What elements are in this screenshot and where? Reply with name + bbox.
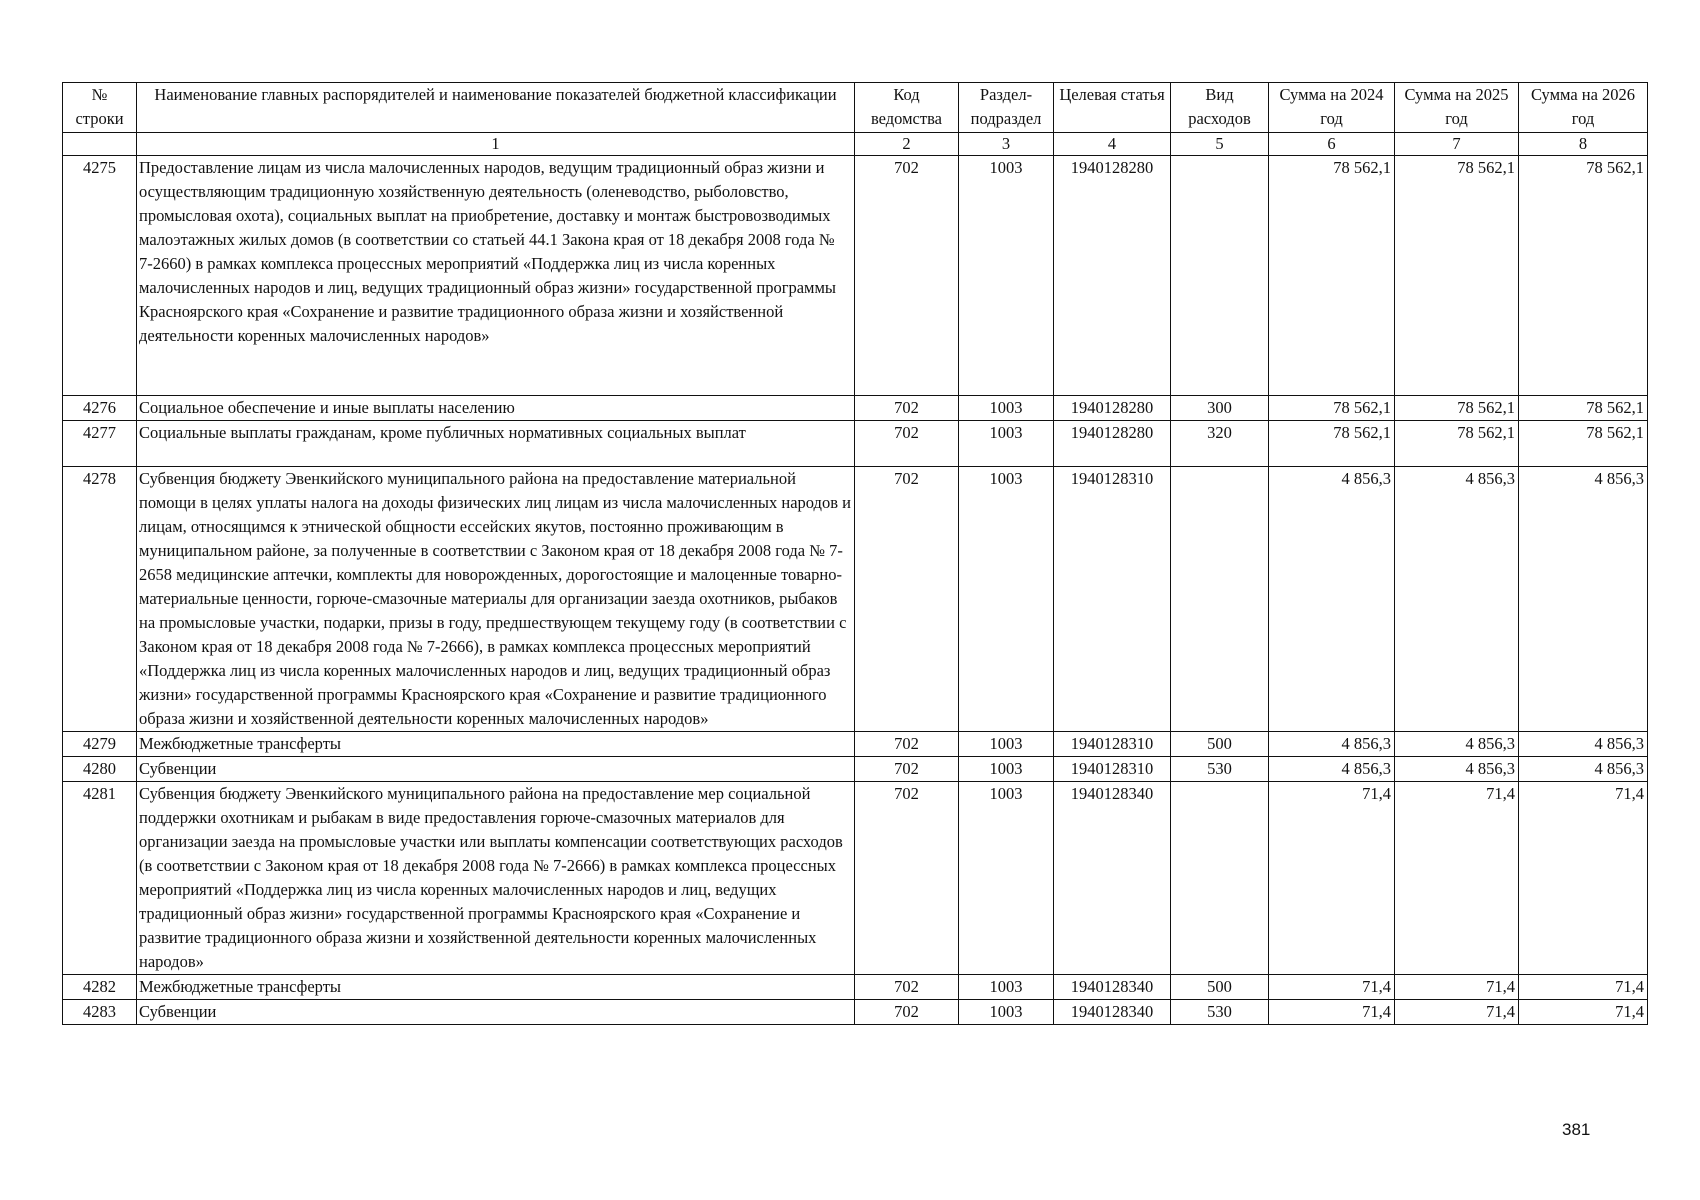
table-row bbox=[63, 396, 1648, 421]
table-row bbox=[63, 1000, 1648, 1025]
column-number: 1 bbox=[137, 133, 855, 156]
expense-type: 530 bbox=[1171, 757, 1269, 782]
target-article: 1940128310 bbox=[1054, 467, 1171, 732]
header-row-number: № строки bbox=[63, 83, 137, 133]
table-row bbox=[63, 421, 1648, 467]
department-code: 702 bbox=[855, 1000, 959, 1025]
sum-2024: 71,4 bbox=[1269, 782, 1395, 975]
header-target-article: Целевая статья bbox=[1054, 83, 1171, 133]
sum-2026: 71,4 bbox=[1519, 975, 1648, 1000]
sum-2024: 71,4 bbox=[1269, 975, 1395, 1000]
sum-2025: 78 562,1 bbox=[1395, 396, 1519, 421]
section-code: 1003 bbox=[959, 421, 1054, 467]
sum-2024: 71,4 bbox=[1269, 1000, 1395, 1025]
department-code: 702 bbox=[855, 975, 959, 1000]
column-number: 5 bbox=[1171, 133, 1269, 156]
sum-2025: 4 856,3 bbox=[1395, 467, 1519, 732]
row-name: Субвенции bbox=[137, 757, 855, 782]
target-article: 1940128310 bbox=[1054, 757, 1171, 782]
sum-2025: 71,4 bbox=[1395, 975, 1519, 1000]
section-code: 1003 bbox=[959, 1000, 1054, 1025]
department-code: 702 bbox=[855, 782, 959, 975]
target-article: 1940128340 bbox=[1054, 1000, 1171, 1025]
section-code: 1003 bbox=[959, 782, 1054, 975]
header-sum-2026: Сумма на 2026 год bbox=[1519, 83, 1648, 133]
header-sum-2024: Сумма на 2024 год bbox=[1269, 83, 1395, 133]
sum-2024: 78 562,1 bbox=[1269, 421, 1395, 467]
budget-table bbox=[62, 82, 1648, 1025]
sum-2024: 4 856,3 bbox=[1269, 732, 1395, 757]
row-number: 4275 bbox=[63, 156, 137, 396]
section-code: 1003 bbox=[959, 757, 1054, 782]
table-row bbox=[63, 156, 1648, 396]
sum-2024: 4 856,3 bbox=[1269, 757, 1395, 782]
budget-table-page bbox=[62, 82, 1647, 1025]
expense-type: 500 bbox=[1171, 732, 1269, 757]
expense-type bbox=[1171, 156, 1269, 396]
header-row bbox=[63, 83, 1648, 133]
row-number: 4281 bbox=[63, 782, 137, 975]
row-name: Предоставление лицам из числа малочисленных народов, ведущим традиционный образ жизни и осуществляющим традиционную хозяйственную деятельность (оленеводство, рыболовство, промысловая охота), социальных выплат на приобретение, доставку и монтаж быстровозводимых малоэтажных жилых домов (в соответствии со статьей 44.1 Закона края от 18 декабря 2008 года № 7-2660) в рамках комплекса процессных мероприятий «Поддержка лиц из числа коренных малочисленных народов и лиц, ведущих традиционный образ жизни» государственной программы Красноярского края «Сохранение и развитие традиционного образа жизни и хозяйственной деятельности коренных малочисленных народов» bbox=[137, 156, 855, 396]
sum-2026: 71,4 bbox=[1519, 782, 1648, 975]
sum-2024: 78 562,1 bbox=[1269, 156, 1395, 396]
row-number: 4279 bbox=[63, 732, 137, 757]
sum-2026: 4 856,3 bbox=[1519, 732, 1648, 757]
row-name: Субвенция бюджету Эвенкийского муниципального района на предоставление материальной помощи в целях уплаты налога на доходы физических лиц лицам из числа малочисленных народов и лицам, относящимся к этнической общности ессейских якутов, постоянно проживающим в муниципальном районе, за полученные в соответствии с Законом края от 18 декабря 2008 года № 7-2658 медицинские аптечки, комплекты для новорожденных, дорогостоящие и малоценные товарно-материальные ценности, горюче-смазочные материалы для организации заезда охотников, рыбаков на промысловые участки, подарки, призы в году, предшествующем текущему году (в соответствии с Законом края от 18 декабря 2008 года № 7-2666), в рамках комплекса процессных мероприятий «Поддержка лиц из числа коренных малочисленных народов и лиц, ведущих традиционный образ жизни» государственной программы Красноярского края «Сохранение и развитие традиционного образа жизни и хозяйственной деятельности коренных малочисленных народов» bbox=[137, 467, 855, 732]
department-code: 702 bbox=[855, 421, 959, 467]
header-section: Раздел-подраздел bbox=[959, 83, 1054, 133]
target-article: 1940128280 bbox=[1054, 421, 1171, 467]
table-row bbox=[63, 757, 1648, 782]
target-article: 1940128340 bbox=[1054, 782, 1171, 975]
header-name: Наименование главных распорядителей и наименование показателей бюджетной классификации bbox=[137, 83, 855, 133]
row-number: 4282 bbox=[63, 975, 137, 1000]
target-article: 1940128310 bbox=[1054, 732, 1171, 757]
sum-2026: 4 856,3 bbox=[1519, 757, 1648, 782]
expense-type: 320 bbox=[1171, 421, 1269, 467]
column-number: 4 bbox=[1054, 133, 1171, 156]
row-number: 4277 bbox=[63, 421, 137, 467]
sum-2025: 4 856,3 bbox=[1395, 757, 1519, 782]
target-article: 1940128280 bbox=[1054, 156, 1171, 396]
row-name: Межбюджетные трансферты bbox=[137, 732, 855, 757]
row-name: Межбюджетные трансферты bbox=[137, 975, 855, 1000]
target-article: 1940128340 bbox=[1054, 975, 1171, 1000]
sum-2026: 78 562,1 bbox=[1519, 396, 1648, 421]
sum-2026: 4 856,3 bbox=[1519, 467, 1648, 732]
table-row bbox=[63, 782, 1648, 975]
sum-2026: 78 562,1 bbox=[1519, 156, 1648, 396]
column-number bbox=[63, 133, 137, 156]
expense-type bbox=[1171, 467, 1269, 732]
section-code: 1003 bbox=[959, 396, 1054, 421]
row-number: 4283 bbox=[63, 1000, 137, 1025]
department-code: 702 bbox=[855, 396, 959, 421]
column-number: 3 bbox=[959, 133, 1054, 156]
sum-2024: 78 562,1 bbox=[1269, 396, 1395, 421]
sum-2026: 78 562,1 bbox=[1519, 421, 1648, 467]
department-code: 702 bbox=[855, 156, 959, 396]
department-code: 702 bbox=[855, 732, 959, 757]
row-name: Социальные выплаты гражданам, кроме публичных нормативных социальных выплат bbox=[137, 421, 855, 467]
section-code: 1003 bbox=[959, 467, 1054, 732]
row-number: 4276 bbox=[63, 396, 137, 421]
expense-type bbox=[1171, 782, 1269, 975]
row-number: 4280 bbox=[63, 757, 137, 782]
section-code: 1003 bbox=[959, 975, 1054, 1000]
header-sum-2025: Сумма на 2025 год bbox=[1395, 83, 1519, 133]
sum-2024: 4 856,3 bbox=[1269, 467, 1395, 732]
sum-2025: 71,4 bbox=[1395, 782, 1519, 975]
header-department-code: Код ведомства bbox=[855, 83, 959, 133]
expense-type: 500 bbox=[1171, 975, 1269, 1000]
target-article: 1940128280 bbox=[1054, 396, 1171, 421]
sum-2025: 78 562,1 bbox=[1395, 156, 1519, 396]
column-number-row bbox=[63, 133, 1648, 156]
sum-2026: 71,4 bbox=[1519, 1000, 1648, 1025]
row-name: Субвенции bbox=[137, 1000, 855, 1025]
expense-type: 530 bbox=[1171, 1000, 1269, 1025]
column-number: 8 bbox=[1519, 133, 1648, 156]
table-row bbox=[63, 467, 1648, 732]
column-number: 6 bbox=[1269, 133, 1395, 156]
department-code: 702 bbox=[855, 467, 959, 732]
sum-2025: 78 562,1 bbox=[1395, 421, 1519, 467]
column-number: 7 bbox=[1395, 133, 1519, 156]
table-row bbox=[63, 975, 1648, 1000]
sum-2025: 4 856,3 bbox=[1395, 732, 1519, 757]
section-code: 1003 bbox=[959, 156, 1054, 396]
sum-2025: 71,4 bbox=[1395, 1000, 1519, 1025]
department-code: 702 bbox=[855, 757, 959, 782]
row-number: 4278 bbox=[63, 467, 137, 732]
header-expense-type: Вид расходов bbox=[1171, 83, 1269, 133]
page-number: 381 bbox=[1562, 1120, 1591, 1139]
row-name: Социальное обеспечение и иные выплаты населению bbox=[137, 396, 855, 421]
table-row bbox=[63, 732, 1648, 757]
section-code: 1003 bbox=[959, 732, 1054, 757]
expense-type: 300 bbox=[1171, 396, 1269, 421]
column-number: 2 bbox=[855, 133, 959, 156]
row-name: Субвенция бюджету Эвенкийского муниципального района на предоставление мер социальной поддержки охотникам и рыбакам в виде предоставления горюче-смазочных материалов для организации заезда на промысловые участки или выплаты компенсации соответствующих расходов (в соответствии с Законом края от 18 декабря 2008 года № 7-2666) в рамках комплекса процессных мероприятий «Поддержка лиц из числа коренных малочисленных народов и лиц, ведущих традиционный образ жизни» государственной программы Красноярского края «Сохранение и развитие традиционного образа жизни и хозяйственной деятельности коренных малочисленных народов» bbox=[137, 782, 855, 975]
